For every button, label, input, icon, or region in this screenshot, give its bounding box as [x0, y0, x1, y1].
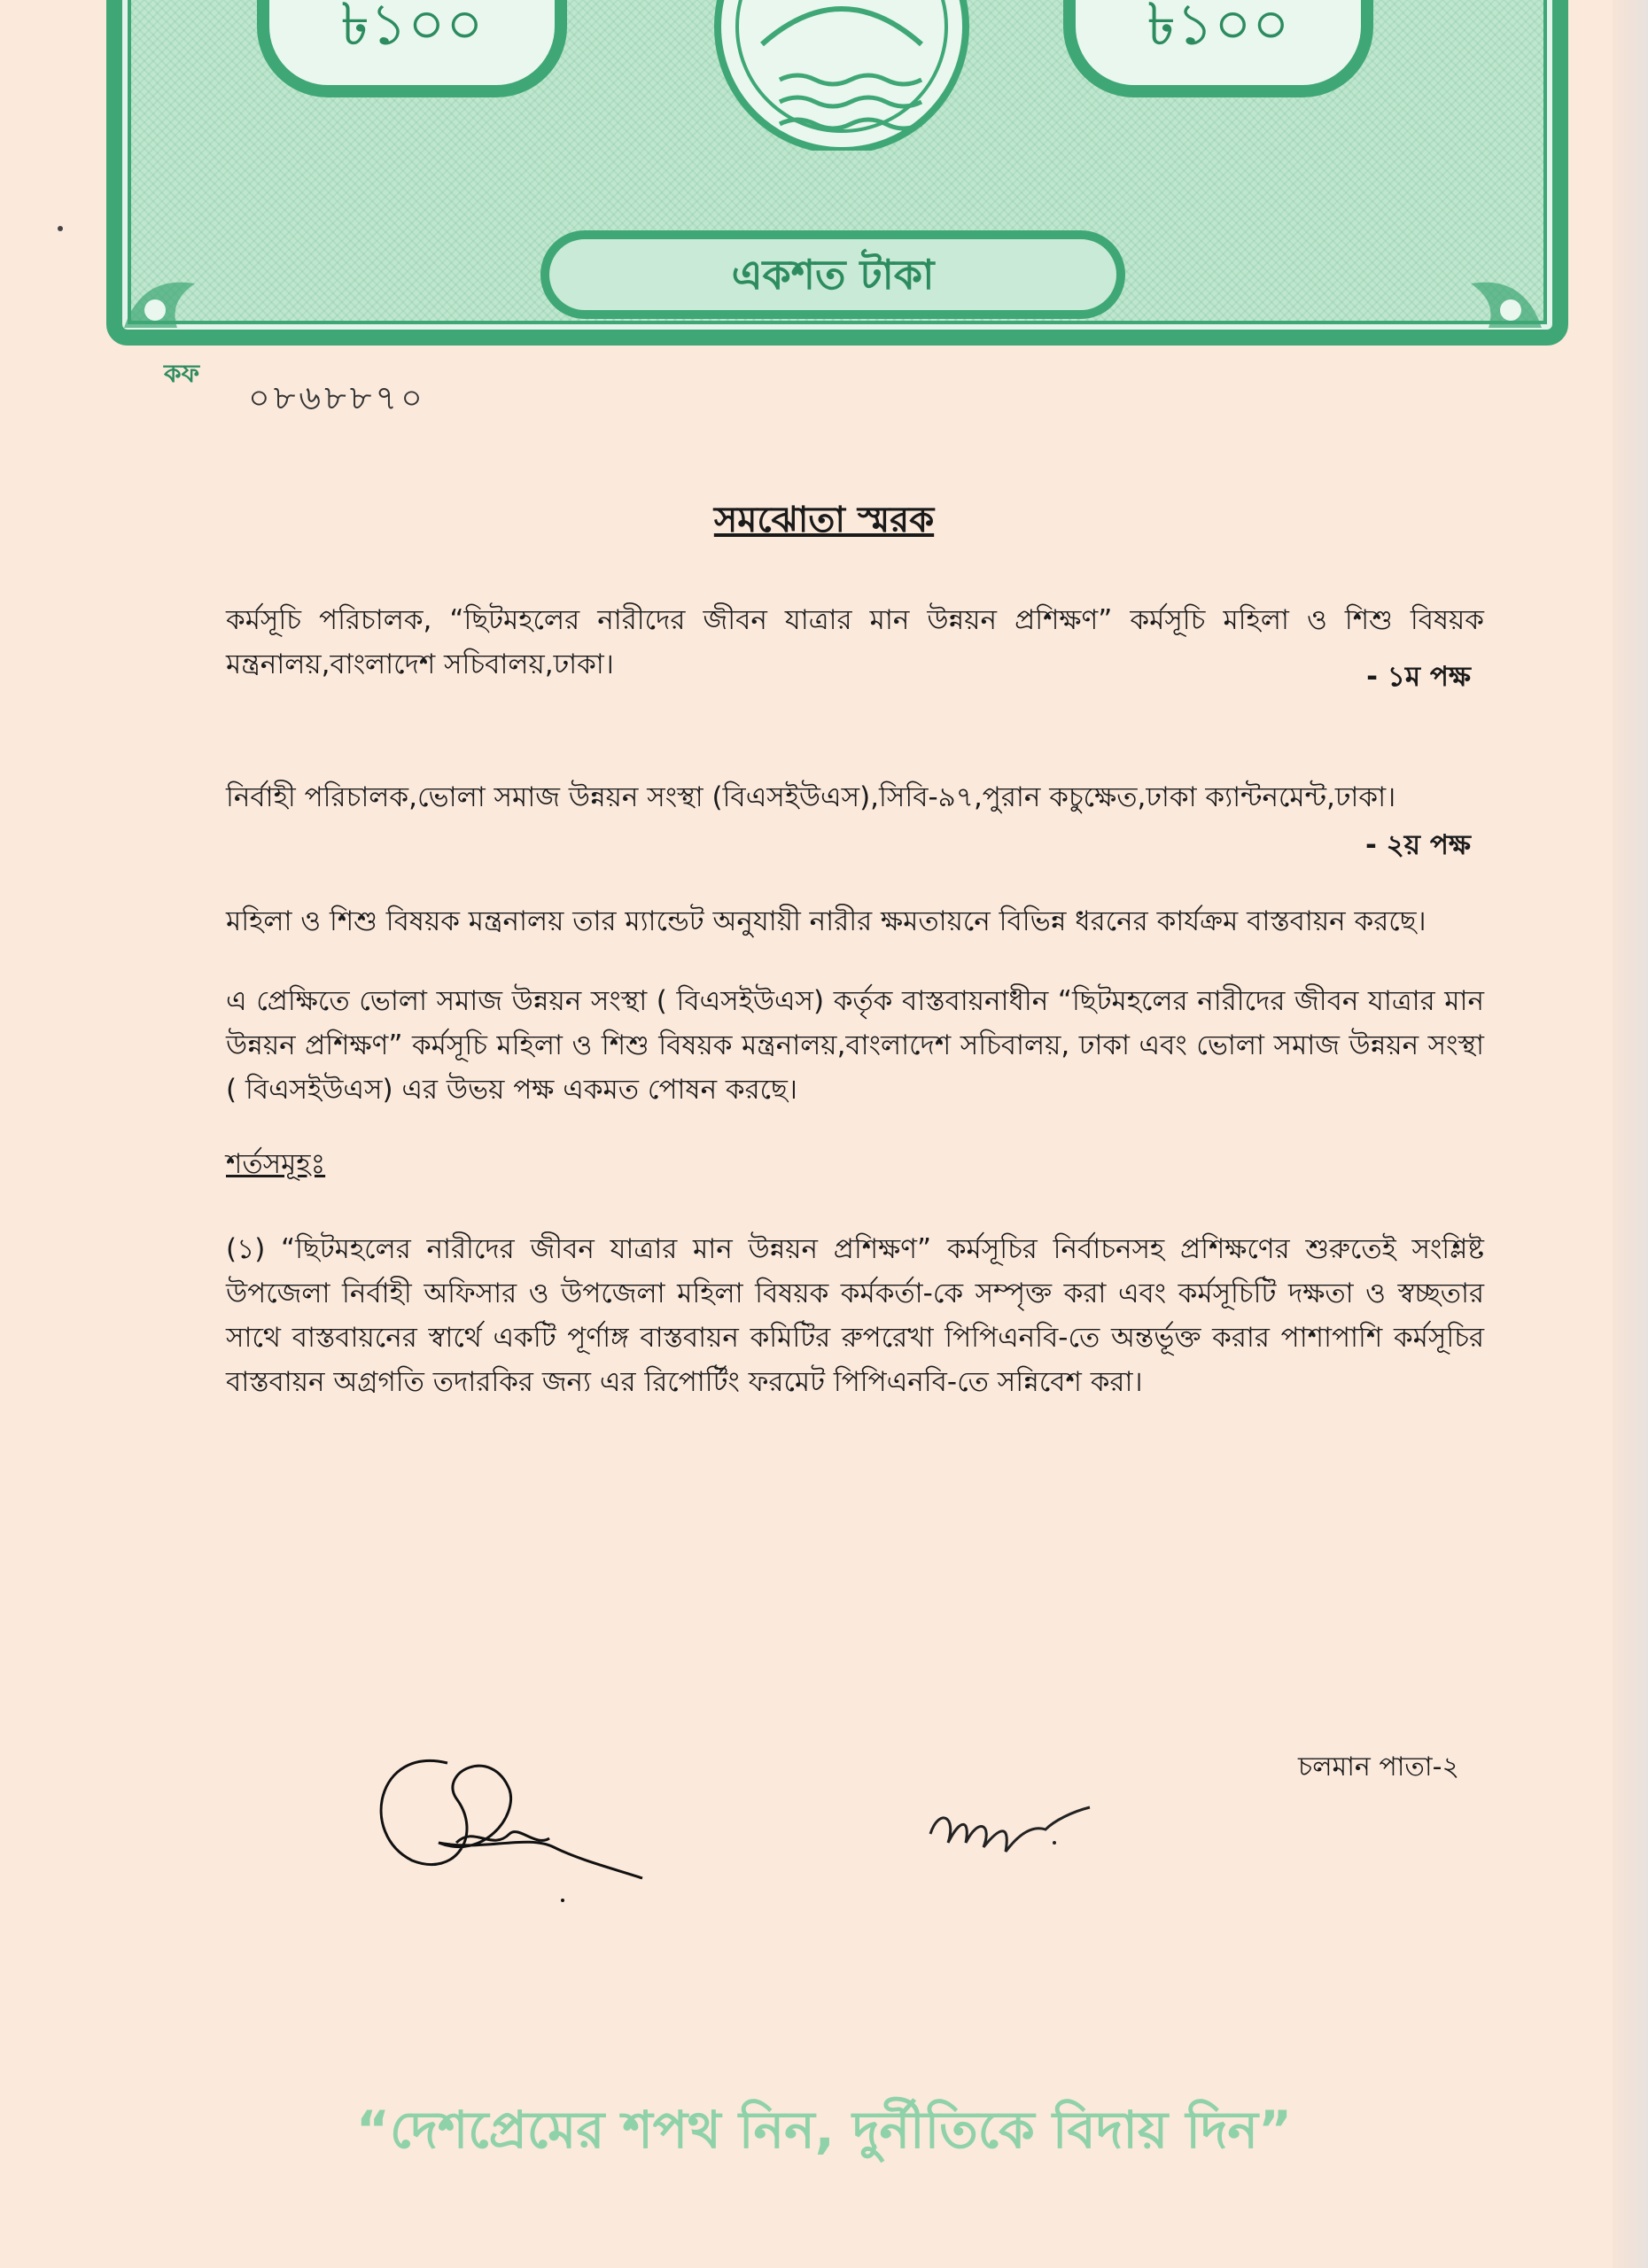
footer-motto: “দেশপ্রেমের শপথ নিন, দুর্নীতিকে বিদায় দিন”: [355, 2100, 1293, 2160]
ornament-right-icon: [1462, 266, 1551, 337]
conditions-heading: শর্তসমূহঃ: [226, 1148, 326, 1180]
document-title: সমঝোতা স্মরক: [713, 500, 935, 540]
context-paragraph: এ প্রেক্ষিতে ভোলা সমাজ উন্নয়ন সংস্থা ( বিএসইউএস) কর্তৃক বাস্তবায়নাধীন “ছিটমহলের নারীদের জীবন যাত্রার মান উন্নয়ন প্রশিক্ষণ” কর্মসূচি মহিলা ও শিশু বিষয়ক মন্ত্রনালয়,বাংলাদেশ সচিবালয়, ঢাকা এবং ভোলা সমাজ উন্নয়ন সংস্থা ( বিএসইউএস) এর উভয় পক্ষ একমত পোষন করছে।: [226, 985, 1484, 1106]
serial-number: ০৮৬৮৮৭০: [248, 378, 426, 417]
party-2-text: নির্বাহী পরিচালক,ভোলা সমাজ উন্নয়ন সংস্থা (বিএসইউএস),সিবি-৯৭,পুরান কচুক্ষেত,ঢাকা ক্যান্টনমেন্ট,ঢাকা।: [226, 781, 1396, 813]
ornament-left-icon: [115, 266, 204, 337]
serial-prefix: কফ: [164, 359, 200, 388]
page-edge: [1613, 0, 1648, 2268]
signature-party-2: [921, 1781, 1099, 1878]
continuation-note: চলমান পাতা-২: [1298, 1751, 1459, 1783]
party-2-label: - ২য় পক্ষ: [1364, 829, 1471, 861]
stamp-caption: একশত টাকা: [540, 230, 1125, 319]
government-emblem: [709, 0, 975, 151]
party-1-text: কর্মসূচি পরিচালক, “ছিটমহলের নারীদের জীবন যাত্রার মান উন্নয়ন প্রশিক্ষণ” কর্মসূচি মহিলা ও শিশু বিষয়ক মন্ত্রনালয়,বাংলাদেশ সচিবালয়,ঢাকা।: [226, 604, 1484, 680]
condition-1: (১) “ছিটমহলের নারীদের জীবন যাত্রার মান উন্নয়ন প্রশিক্ষণ” কর্মসূচির নির্বাচনসহ প্রশিক্ষণের শুরুতেই সংশ্লিষ্ট উপজেলা নির্বাহী অফিসার ও উপজেলা মহিলা বিষয়ক কর্মকর্তা-কে সম্পৃক্ত করা এবং কর্মসূচিটি দক্ষতা ও স্বচ্ছতার সাথে বাস্তবায়নের স্বার্থে একটি পূর্ণাঙ্গ বাস্তবায়ন কমিটির রুপরেখা পিপিএনবি-তে অন্তর্ভূক্ত করার পাশাপাশি কর্মসূচির বাস্তবায়ন অগ্রগতি তদারকির জন্য এর রিপোর্টিং ফরমেট পিপিএনবি-তে সন্নিবেশ করা।: [226, 1233, 1484, 1398]
paper-speck: [58, 226, 63, 231]
signature-party-1: [350, 1728, 651, 1905]
stamp-value-left: ৳১০০: [257, 0, 567, 97]
party-1-label: - ১ম পক্ষ: [1366, 661, 1471, 693]
stamp-value-right: ৳১০০: [1063, 0, 1373, 97]
mandate-statement: মহিলা ও শিশু বিষয়ক মন্ত্রনালয় তার ম্যান্ডেট অনুযায়ী নারীর ক্ষমতায়নে বিভিন্ন ধরনের কার্যক্রম বাস্তবায়ন করছে।: [226, 905, 1426, 937]
